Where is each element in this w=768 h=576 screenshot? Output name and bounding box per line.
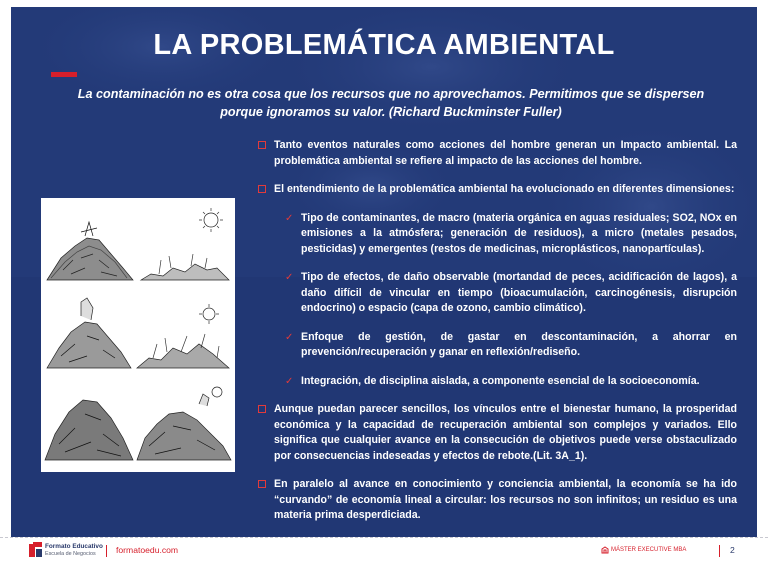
bullet-list <box>256 138 737 537</box>
sub-bullet-item: ✓ Integración, de disciplina aislada, a componente esencial de la socioeconomía. <box>283 374 737 390</box>
master-mba-icon <box>601 546 609 554</box>
logo-subtitle: Escuela de Negocios <box>45 551 96 557</box>
bullet-item: En paralelo al avance en conocimiento y conciencia ambiental, la economía se ha ido “curvando” de economía lineal a circular: los recursos no son infinitos; un residuo es una materia prima desperdiciada. <box>256 477 737 524</box>
logo-name: Formato Educativo <box>45 543 103 550</box>
page-number: 2 <box>730 545 735 555</box>
footer-logo[interactable] <box>29 541 101 561</box>
checkbox-bullet-icon <box>258 405 266 413</box>
logo-mark-icon <box>29 542 43 558</box>
checkmark-bullet-icon: ✓ <box>285 331 294 343</box>
slide-title: LA PROBLEMÁTICA AMBIENTAL <box>153 29 615 61</box>
bullet-item: Tanto eventos naturales como acciones del hombre generan un Impacto ambiental. La problemática ambiental se refiere al impacto de las acciones del hombre. <box>256 138 737 169</box>
checkmark-bullet-icon: ✓ <box>285 212 294 224</box>
sub-bullet-item: ✓ Tipo de efectos, de daño observable (mortandad de peces, acidificación de lagos), a daño difícil de vincular en tiempo (bioacumulación, carcinogénesis, disrupción endocrino) o espacio (capa de ozono, cambio climático). <box>285 271 737 314</box>
title-accent-bar <box>51 72 77 77</box>
checkbox-bullet-icon <box>258 185 266 193</box>
bullet-item: El entendimiento de la problemática ambiental ha evolucionado en diferentes dimensiones: <box>256 182 737 198</box>
quote-text: La contaminación no es otra cosa que los recursos que no aprovechamos. Permitimos que se dispersen porque ignoramos su valor. (Richard Buckminster Fuller) <box>77 87 705 119</box>
footer-divider <box>0 537 768 539</box>
blue-panel <box>11 7 757 537</box>
checkbox-bullet-icon <box>258 480 266 488</box>
sub-bullet-item: ✓ Enfoque de gestión, de gastar en descontaminación, a ahorrar en prevención/recuperación y ganar en reflexión/rediseño. <box>285 330 737 358</box>
program-name: MÁSTER EXECUTIVE MBA <box>611 547 686 553</box>
bullet-item: Aunque puedan parecer sencillos, los vínculos entre el bienestar humano, la prosperidad económica y la capacidad de recuperación ambiental son complejos y variados. Ello significa que cualquier avance en la consecución de objetivos puede verse obstaculizado por consecuencias indeseadas y efectos de rebote.(Lit. 3A_1). <box>256 402 737 464</box>
footer-separator <box>106 545 107 557</box>
checkbox-bullet-icon <box>258 141 266 149</box>
pollution-illustration <box>41 198 235 472</box>
sub-bullet-item: ✓ Tipo de contaminantes, de macro (materia orgánica en aguas residuales; SO2, NOx en emisiones a la atmósfera; generación de residuos), a micro (metales pesados, pesticidas) y emergentes (restos de medicinas, microplásticos, nanopartículas). <box>285 211 737 255</box>
checkmark-bullet-icon: ✓ <box>285 272 294 283</box>
checkmark-bullet-icon: ✓ <box>285 375 294 387</box>
footer-separator <box>719 545 720 557</box>
website-link[interactable]: formatoedu.com <box>116 545 179 555</box>
